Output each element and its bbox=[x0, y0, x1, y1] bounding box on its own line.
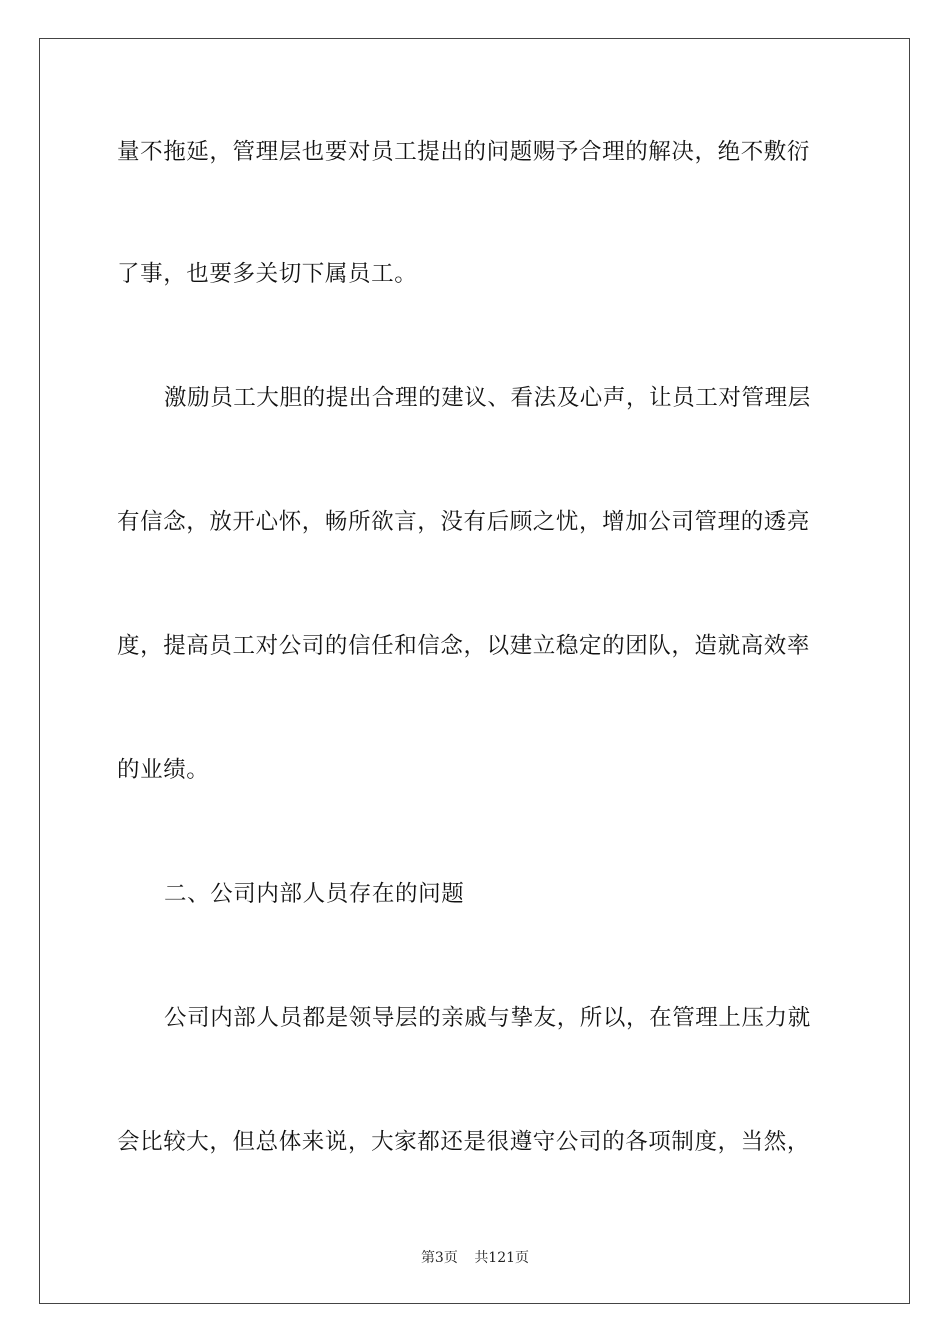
page-number: 第3页 bbox=[420, 1250, 458, 1266]
body-text-line: 的业绩。 bbox=[117, 757, 210, 783]
body-text-line: 会比较大，但总体来说，大家都还是很遵守公司的各项制度，当然， bbox=[117, 1129, 811, 1155]
paragraph-first-line: 激励员工大胆的提出合理的建议、看法及心声，让员工对管理层 bbox=[164, 385, 811, 411]
page-footer bbox=[0, 1248, 950, 1268]
body-text-line: 度，提高员工对公司的信任和信念，以建立稳定的团队，造就高效率 bbox=[117, 633, 811, 659]
paragraph-first-line: 公司内部人员都是领导层的亲戚与挚友，所以，在管理上压力就 bbox=[164, 1005, 811, 1031]
total-pages: 共121页 bbox=[474, 1250, 530, 1266]
body-text-line: 了事，也要多关切下属员工。 bbox=[117, 261, 418, 287]
body-text-line: 量不拖延，管理层也要对员工提出的问题赐予合理的解决，绝不敷衍 bbox=[117, 139, 811, 165]
page-border bbox=[39, 38, 910, 1304]
section-heading: 二、公司内部人员存在的问题 bbox=[164, 881, 465, 907]
body-text-line: 有信念，放开心怀，畅所欲言，没有后顾之忧，增加公司管理的透亮 bbox=[117, 509, 811, 535]
